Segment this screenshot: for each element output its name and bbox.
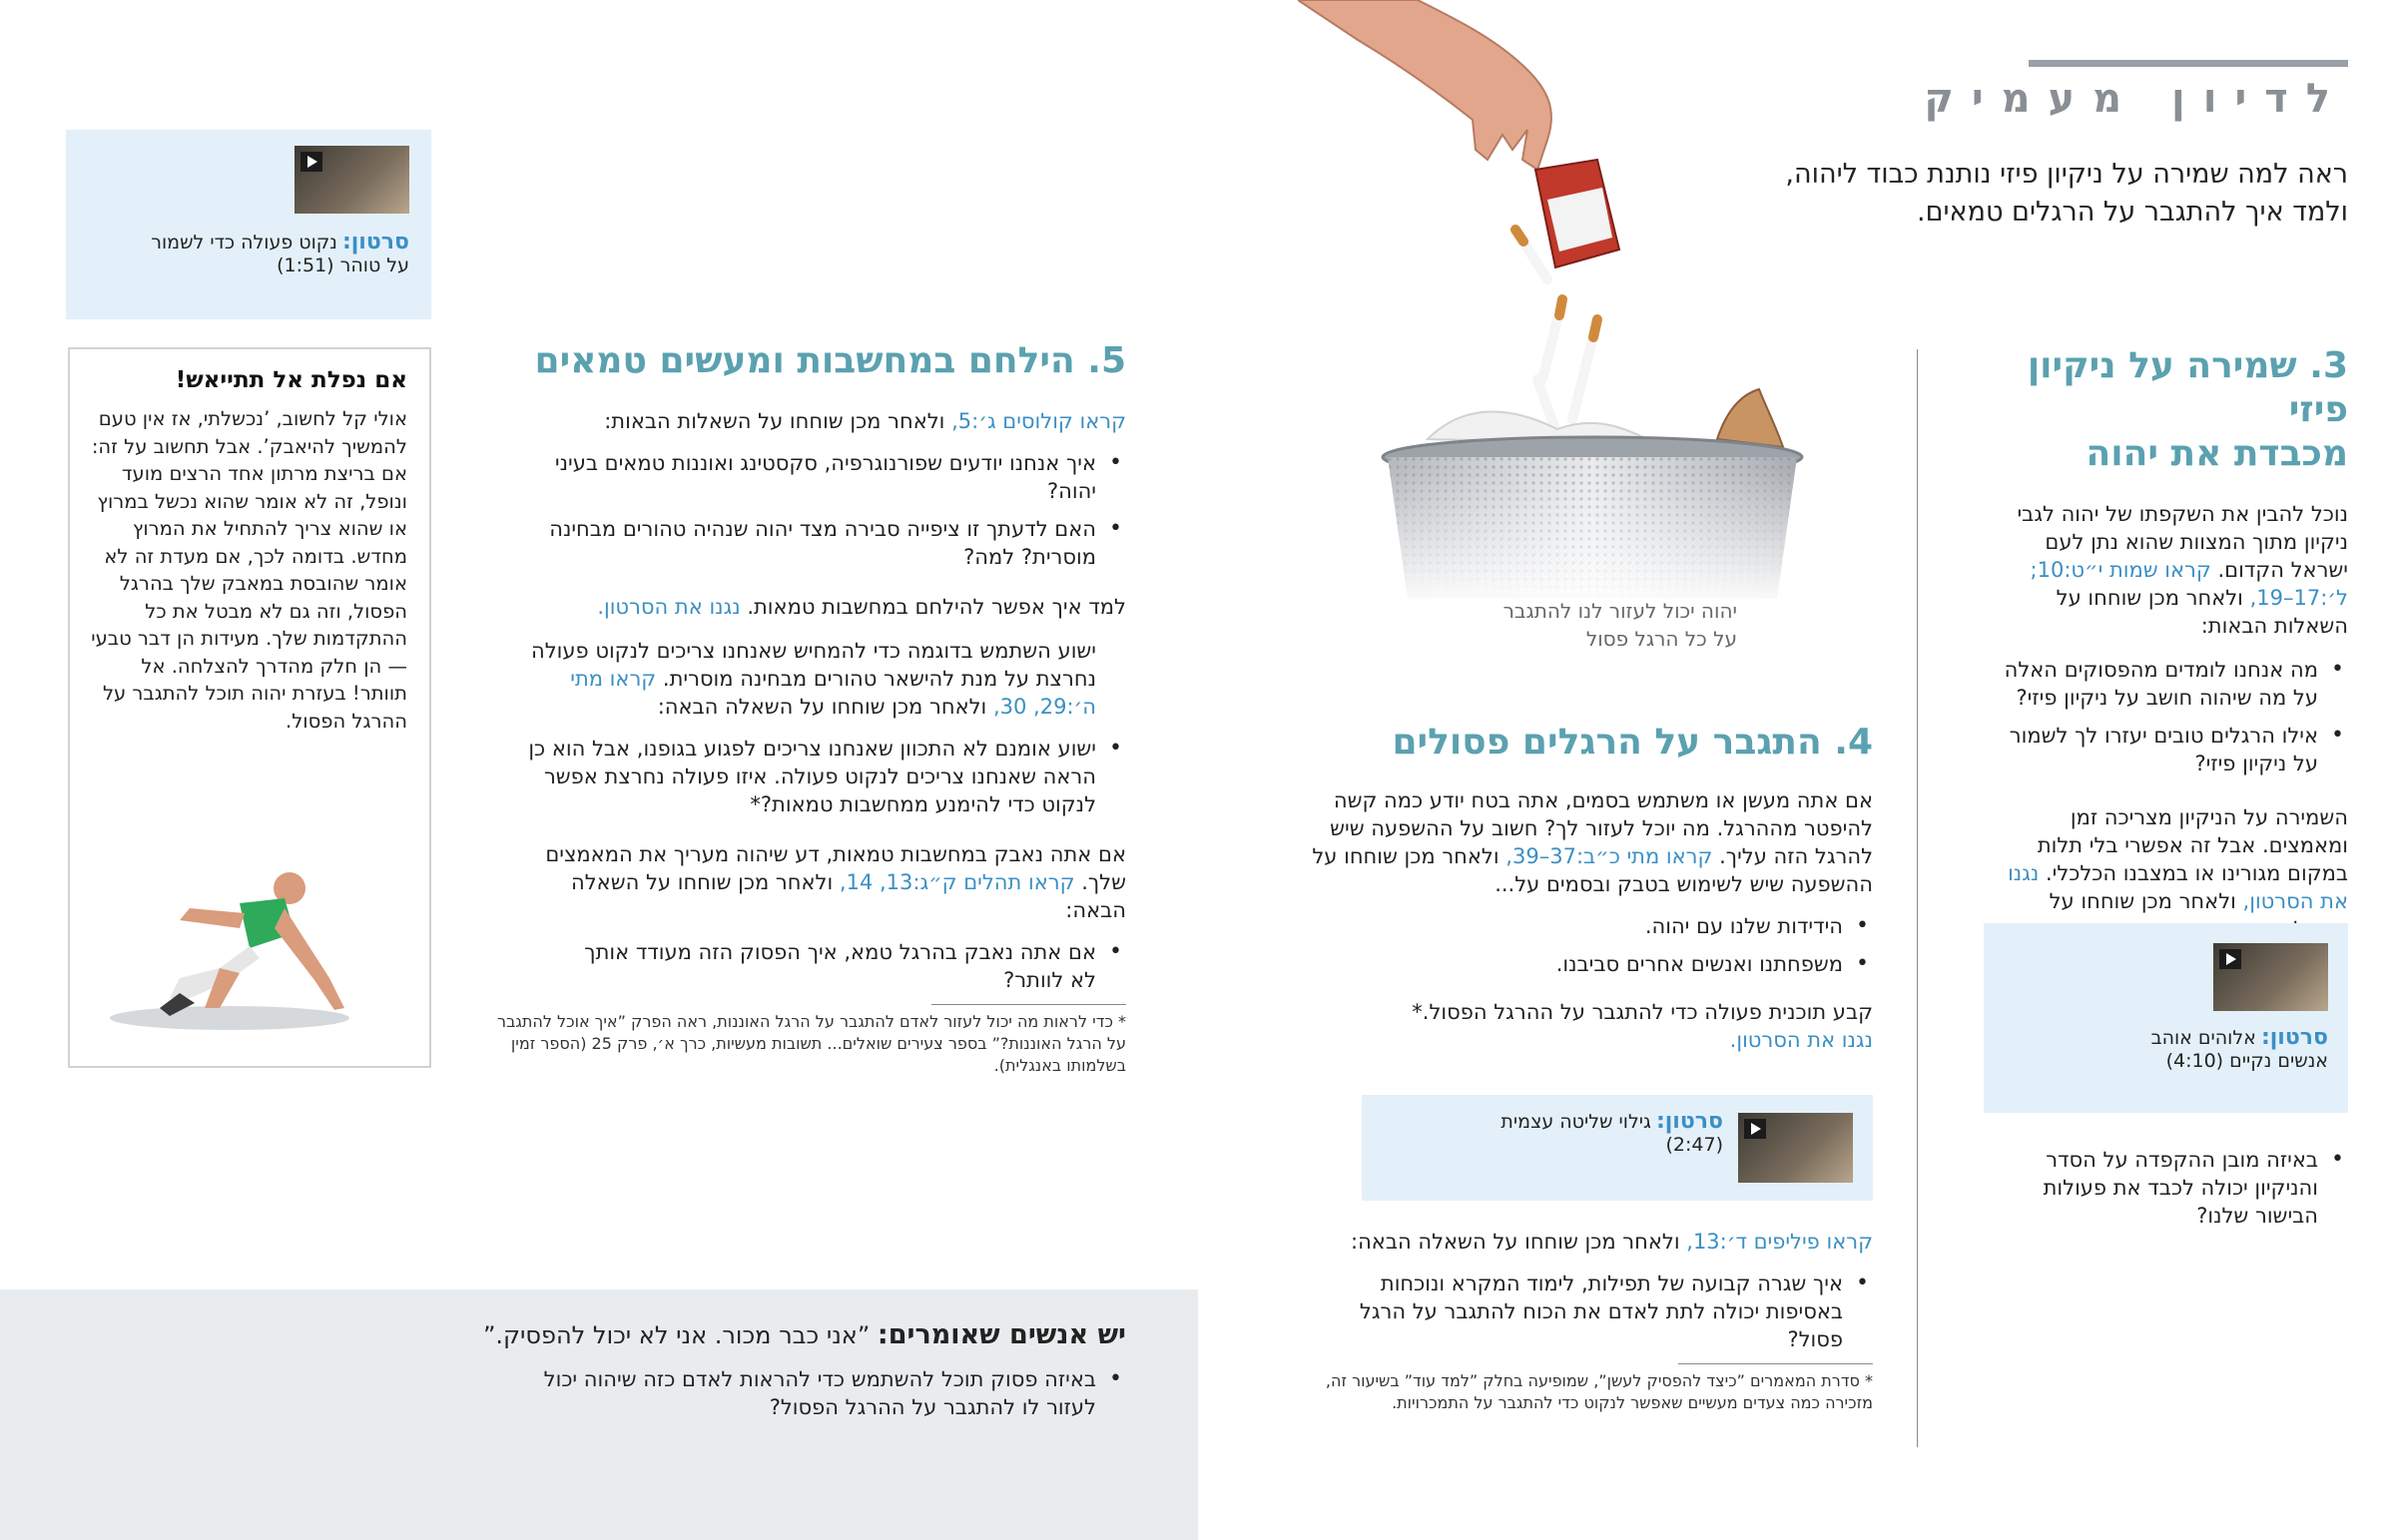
video-duration: (4:10) xyxy=(2165,1050,2224,1072)
section-5-paragraph-3: ישוע השתמש בדוגמה כדי להמחיש שאנחנו צריכים לנקוט פעולה נחרצת על מנת להישאר טהורים מבחינה מוסרית. קראו מתי ה׳:29, 30, ולאחר מכן שוחחו על השאלה הבאה: xyxy=(531,639,1096,719)
section-3-title-line-1: 3. שמירה על ניקיון פיזי xyxy=(2027,345,2348,430)
list-item: • משפחתנו ואנשים אחרים סביבנו. xyxy=(1274,950,1873,978)
section-3-bullets-2 xyxy=(1989,1146,2348,1240)
section-4-bullets xyxy=(1274,912,1873,978)
people-say-heading xyxy=(427,1319,1126,1351)
video-card-god-loves-clean[interactable] xyxy=(1984,923,2348,1113)
video-card-self-control[interactable] xyxy=(1362,1095,1873,1201)
video-thumbnail[interactable] xyxy=(2213,943,2328,1011)
list-item: • אילו הרגלים טובים יעזרו לך לשמור על ניקיון פיזי? xyxy=(1989,722,2348,777)
video-title-2: על טוהר xyxy=(339,255,409,276)
video-label: סרטון: xyxy=(1655,1109,1723,1134)
image-caption xyxy=(1438,597,1737,653)
page-kicker: לדיון מעמיק xyxy=(1924,76,2348,122)
section-3-paragraph-1: נוכל להבין את השקפתו של יהוה לגבי ניקיון מתוך המצוות שהוא נתן לעם ישראל הקדום. קראו שמות י״ט:10; ל׳:17–19, ולאחר מכן שוחחו על השאלות הבאות: xyxy=(2017,502,2348,638)
intro-line-1: ראה למה שמירה על ניקיון פיזי נותנת כבוד ליהוה, xyxy=(1785,159,2348,190)
video-info xyxy=(1384,1109,1723,1156)
section-3-paragraph-2: השמירה על הניקיון מצריכה זמן ומאמצים. אבל זה אפשרי בלי תלות במקום מגורינו או במצבנו הכלכלי. נגנו את הסרטון, ולאחר מכן שוחחו על xyxy=(2008,805,2348,913)
scripture-link-psalm[interactable]: קראו תהלים ק״ג:13, 14, xyxy=(839,870,1075,894)
video-title-2: אנשים נקיים xyxy=(2229,1050,2328,1072)
list-item: • איך שגרה קבועה של תפילות, לימוד המקרא ונוכחות באסיפות יכולה לתת לאדם את הכוח להתגבר על הרגל פסול? xyxy=(1304,1270,1873,1353)
trash-illustration xyxy=(1298,0,1857,609)
play-video-link[interactable]: נגנו את הסרטון, xyxy=(2008,861,2348,913)
video-thumbnail[interactable] xyxy=(1738,1113,1853,1183)
section-4-bullets-2 xyxy=(1304,1270,1873,1353)
play-icon[interactable] xyxy=(300,152,322,172)
list-item: • אם אתה נאבק בהרגל טמא, איך הפסוק הזה מעודד אותך לא לוותר? xyxy=(567,938,1126,994)
people-say-title: יש אנשים שאומרים: xyxy=(877,1319,1126,1350)
list-item: • איך אנחנו יודעים שפורנוגרפיה, סקסטינג ואוננות טמאים בעיני יהוה? xyxy=(527,449,1126,505)
list-item: • מה אנחנו לומדים מהפסוקים האלה על מה שיהוה חושב על ניקיון פיזי? xyxy=(1989,656,2348,712)
scripture-link-exodus[interactable]: קראו שמות י״ט:10; ל׳:17–19, xyxy=(2030,558,2348,610)
play-icon[interactable] xyxy=(1744,1119,1766,1139)
hand-icon xyxy=(1298,0,1551,170)
footnote-rule xyxy=(931,1004,1126,1005)
people-say-bullets xyxy=(497,1365,1126,1431)
cigarette-pack-icon xyxy=(1535,160,1619,267)
list-item: • באיזה מובן ההקפדה על הסדר והניקיון יכולה לכבד את פעולות הבישור שלנו? xyxy=(1989,1146,2348,1230)
play-video-link[interactable]: נגנו את הסרטון. xyxy=(597,595,741,619)
section-5-bullets xyxy=(527,449,1126,571)
section-4-paragraph-1: אם אתה מעשן או משתמש בסמים, אתה בטח יודע כמה קשה להיפטר מההרגל. מה יוכל לעזור לך? חשוב על ההשפעה שיש להרגל הזה עליך. קראו מתי כ״ב:37–39, ולאחר מכן שוחחו על ההשפעה שיש לשימוש בטבק ובסמים על... xyxy=(1312,788,1873,896)
section-4-paragraph-3: קראו פיליפים ד׳:13, ולאחר מכן שוחחו על השאלה הבאה: xyxy=(1351,1230,1873,1254)
caption-line-2: על כל הרגל פסול xyxy=(1585,627,1737,651)
intro-line-2: ולמד איך להתגבר על הרגלים טמאים. xyxy=(1917,197,2348,228)
scripture-link-matthew-22[interactable]: קראו מתי כ״ב:37–39, xyxy=(1505,844,1713,868)
section-4-part-2 xyxy=(1274,1228,1873,1414)
section-3-bullets xyxy=(1989,656,2348,777)
video-duration: (2:47) xyxy=(1665,1134,1723,1156)
section-5-paragraph-2: למד איך אפשר להילחם במחשבות טמאות. נגנו את הסרטון. xyxy=(597,595,1126,619)
section-5-paragraph-4: אם אתה נאבק במחשבות טמאות, דע שיהוה מעריך את המאמצים שלך. קראו תהלים ק״ג:13, 14, ולאחר מכן שוחחו על השאלה הבאה: xyxy=(545,842,1126,922)
encouragement-title: אם נפלת אל תתייאש! xyxy=(175,367,407,393)
section-5-bullets-3 xyxy=(567,938,1126,994)
section-5-paragraph-1: קראו קולוסים ג׳:5, ולאחר מכן שוחחו על השאלות הבאות: xyxy=(604,409,1126,433)
list-item: • הידידות שלנו עם יהוה. xyxy=(1274,912,1873,940)
section-5-title: 5. הילחם במחשבות ומעשים טמאים xyxy=(534,340,1126,381)
section-4-paragraph-2: קבע תוכנית פעולה כדי להתגבר על ההרגל הפסול.* נגנו את הסרטון. xyxy=(1274,998,1873,1054)
list-item: • האם לדעתך זו ציפייה סבירה מצד יהוה שנהיה טהורים מבחינה מוסרית? למה? xyxy=(527,515,1126,571)
scripture-link-philippians[interactable]: קראו פיליפים ד׳:13, xyxy=(1686,1230,1873,1254)
header-rule xyxy=(2029,60,2348,67)
section-4-title: 4. התגבר על הרגלים פסולים xyxy=(1392,722,1873,763)
video-title: נקוט פעולה כדי לשמור xyxy=(151,232,337,254)
encouragement-box xyxy=(68,347,431,1068)
section-3-title-line-2: מכבדת את יהוה xyxy=(2086,433,2348,474)
play-video-link[interactable]: נגנו את הסרטון. xyxy=(1729,1028,1873,1052)
column-divider xyxy=(1917,349,1918,1447)
video-info xyxy=(80,230,409,276)
people-say-quote: ”אני כבר מכור. אני לא יכול להפסיק.” xyxy=(482,1321,871,1349)
video-title: אלוהים אוהב xyxy=(2150,1027,2256,1049)
encouragement-text: אולי קל לחשוב, ’נכשלתי, אז אין טעם להמשיך להיאבק’. אבל תחשוב על זה: אם בריצת מרתון אחד הרצים מועד ונופל, זה לא אומר שהוא נכשל במרוץ או שהוא צריך להתחיל את המרוץ מחדש. בדומה לכך, אם מעדת זה לא אומר שהובסת במאבק שלך בהרגל הפסול, וזה גם לא מבטל את כל ההתקדמות שלך. מעידות הן דבר טבעי — הן חלק מהדרך להצלחה. אל תוותר! בעזרת יהוה תוכל להתגבר על ההרגל הפסול. xyxy=(91,407,407,733)
video-card-purity[interactable] xyxy=(66,130,431,319)
section-3 xyxy=(1989,344,2348,943)
section-4-footnote: * סדרת המאמרים ”כיצד להפסיק לעשן”, שמופיעה בחלק ”למד עוד” בשיעור זה, מזכירה כמה צעדים מעשיים שאפשר לנקוט כדי להתגבר על התמכרויות. xyxy=(1325,1371,1873,1412)
video-thumbnail[interactable] xyxy=(295,146,409,214)
caption-line-1: יהוה יכול לעזור לנו להתגבר xyxy=(1502,599,1737,623)
video-label: סרטון: xyxy=(2260,1025,2328,1050)
runner-illustration xyxy=(100,858,379,1038)
section-4 xyxy=(1274,721,1873,1054)
video-title: גילוי שליטה עצמית xyxy=(1500,1111,1651,1133)
video-info xyxy=(1999,1025,2328,1072)
section-5-bullets-2 xyxy=(527,735,1126,818)
footnote-rule xyxy=(1678,1363,1873,1364)
section-5-footnote: * כדי לראות מה יכול לעזור לאדם להתגבר על הרגל האוננות, ראה הפרק ”איך אוכל להתגבר על הרגל האוננות?” בספר צעירים שואלים... תשובות מעשיות, כרך א׳, פרק 25 (הספר זמין בשלמותו באנגלית). xyxy=(497,1012,1126,1075)
list-item: • באיזה פסוק תוכל להשתמש כדי להראות לאדם כזה שיהוה יכול לעזור לו להתגבר על ההרגל הפסול? xyxy=(497,1365,1126,1421)
video-duration: (1:51) xyxy=(277,255,334,276)
scripture-link-matthew-5[interactable]: קראו מתי ה׳:29, 30, xyxy=(570,667,1096,719)
section-3-title xyxy=(1989,344,2348,476)
section-5 xyxy=(497,339,1126,1077)
play-icon[interactable] xyxy=(2219,949,2241,969)
people-say-panel xyxy=(0,1289,1198,1540)
video-label: סרטון: xyxy=(341,230,409,255)
list-item: • ישוע אומנם לא התכוון שאנחנו צריכים לפגוע בגופנו, אבל הוא כן הראה שאנחנו צריכים לנקוט פעולה. איזו פעולה נחרצת אפשר לנקוט כדי להימנע ממחשבות טמאות?* xyxy=(527,735,1126,818)
scripture-link-colossians[interactable]: קראו קולוסים ג׳:5, xyxy=(951,409,1126,433)
